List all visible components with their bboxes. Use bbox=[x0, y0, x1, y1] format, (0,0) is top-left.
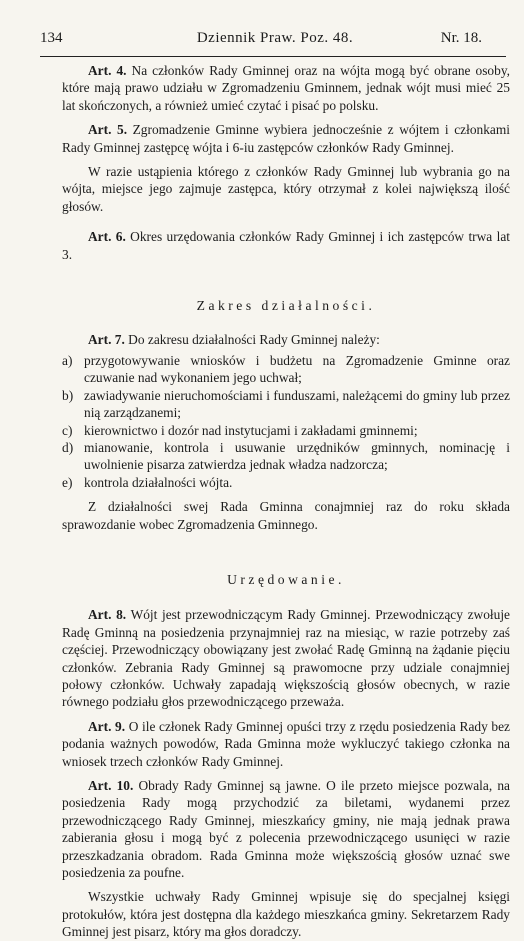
article-10 bbox=[62, 777, 510, 881]
list-item-text: kontrola działalności wójta. bbox=[84, 474, 233, 490]
list-item-label: a) bbox=[62, 352, 73, 368]
issue-number: Nr. 18. bbox=[440, 30, 482, 46]
page-number: 134 bbox=[40, 30, 63, 46]
article-text: Zgromadzenie Gminne wybiera jednocześnie z wójtem i członkami Rady Gminnej zastępcę wójta i 6-iu zastępców członków Rady Gminnej. bbox=[62, 122, 510, 155]
article-label: Art. 7. bbox=[88, 332, 125, 348]
list-item bbox=[62, 439, 510, 474]
article-6 bbox=[62, 228, 510, 263]
article-label: Art. 4. bbox=[88, 63, 127, 78]
list-item bbox=[62, 387, 510, 422]
article-7 bbox=[62, 331, 510, 348]
document-body bbox=[62, 62, 510, 941]
article-text: Na członków Rady Gminnej oraz na wójta mogą być obrane osoby, które mają prawo udziału w Zgromadzeniu Gminnem, jednak wójt musi mieć 25 lat skończonych, a również umieć czytać i pisać po polsku. bbox=[62, 63, 511, 113]
article-text: O ile członek Rady Gminnej opuści trzy z rzędu posiedzenia Rady bez podania ważnych powodów, Rada Gminna może wykluczyć takiego członka na wniosek trzech członków Rady Gminnej. bbox=[62, 718, 510, 769]
list-item-text: kierownictwo i dozór nad instytucjami i zakładami gminnemi; bbox=[84, 422, 418, 438]
list-item-text: zawiadywanie nieruchomościami i funduszami, należącemi do gminy lub przez nią zarządzanemi; bbox=[84, 387, 510, 421]
list-item-label: c) bbox=[62, 422, 73, 438]
section-heading-urzedowanie: Urzędowanie. bbox=[227, 571, 345, 587]
article-4 bbox=[62, 62, 510, 114]
article-label: Art. 8. bbox=[88, 607, 127, 623]
article-7-paragraph-2: Z działalności swej Rada Gminna conajmniej raz do roku składa sprawozdanie wobec Zgromadzenia Gminnego. bbox=[62, 499, 510, 532]
article-label: Art. 5. bbox=[88, 122, 128, 138]
article-text: Obrady Rady Gminnej są jawne. O ile przeto miejsce pozwala, na posiedzenia Rady mogą przychodzić za biletami, wydanemi przez przewodniczącego Rady Gminnej, mieszkańcy gminy, nie mają jednak prawa zabierania głosu i mogą być z polecenia przewodniczącego usunięci w razie przeszkadzania obradom. Rada Gminna może większością głosów uznać swe posiedzenia za poufne. bbox=[62, 778, 511, 881]
header-rule bbox=[40, 56, 506, 57]
list-item bbox=[62, 352, 510, 387]
article-text: Do zakresu działalności Rady Gminnej należy: bbox=[124, 332, 380, 348]
list-item-label: b) bbox=[62, 387, 74, 403]
article-5-paragraph-2: W razie ustąpienia którego z członków Rady Gminnej lub wybrania go na wójta, miejsce jego zajmuje zastępca, który otrzymał z kolei największą ilość głosów. bbox=[62, 164, 510, 214]
section-heading-zakres: Zakres działalności. bbox=[196, 298, 376, 314]
article-label: Art. 10. bbox=[88, 778, 134, 793]
journal-title: Dziennik Praw. Poz. 48. bbox=[196, 30, 354, 46]
article-7-list bbox=[62, 352, 510, 491]
article-label: Art. 6. bbox=[88, 229, 126, 245]
article-label: Art. 9. bbox=[88, 718, 126, 734]
article-10-paragraph-2: Wszystkie uchwały Rady Gminnej wpisuje się do specjalnej księgi protokułów, która jest dostępna dla każdego mieszkańca gminy. Sekretarzem Rady Gminnej jest pisarz, który ma głos doradczy. bbox=[62, 889, 510, 940]
article-9 bbox=[62, 718, 510, 770]
page-header bbox=[40, 30, 510, 54]
article-5 bbox=[62, 121, 510, 156]
list-item bbox=[62, 474, 510, 491]
article-text: Wójt jest przewodniczącym Rady Gminnej. Przewodniczący zwołuje Radę Gminną na posiedzenia przynajmniej raz na miesiąc, w razie potrzeby zaś częściej. Przewodniczący obowiązany jest zwołać Radę Gminną na żądanie pięciu członków. Zebrania Rady Gminnej są prawomocne przy udziale conajmniej połowy członków. Uchwały zapadają większością głosów obecnych, w razie równego podziału głos przewodniczącego przeważa. bbox=[62, 607, 510, 710]
article-8 bbox=[62, 606, 510, 710]
list-item-text: mianowanie, kontrola i usuwanie urzędników gminnych, nominację i uwolnienie pisarza zatwierdza jednak władza nadzorcza; bbox=[84, 439, 510, 473]
list-item bbox=[62, 422, 510, 439]
list-item-text: przygotowywanie wniosków i budżetu na Zgromadzenie Gminne oraz czuwanie nad wykonaniem jego uchwał; bbox=[84, 352, 510, 386]
article-text: Okres urzędowania członków Rady Gminnej i ich zastępców trwa lat 3. bbox=[62, 229, 510, 262]
list-item-label: e) bbox=[62, 474, 73, 490]
list-item-label: d) bbox=[62, 439, 74, 455]
